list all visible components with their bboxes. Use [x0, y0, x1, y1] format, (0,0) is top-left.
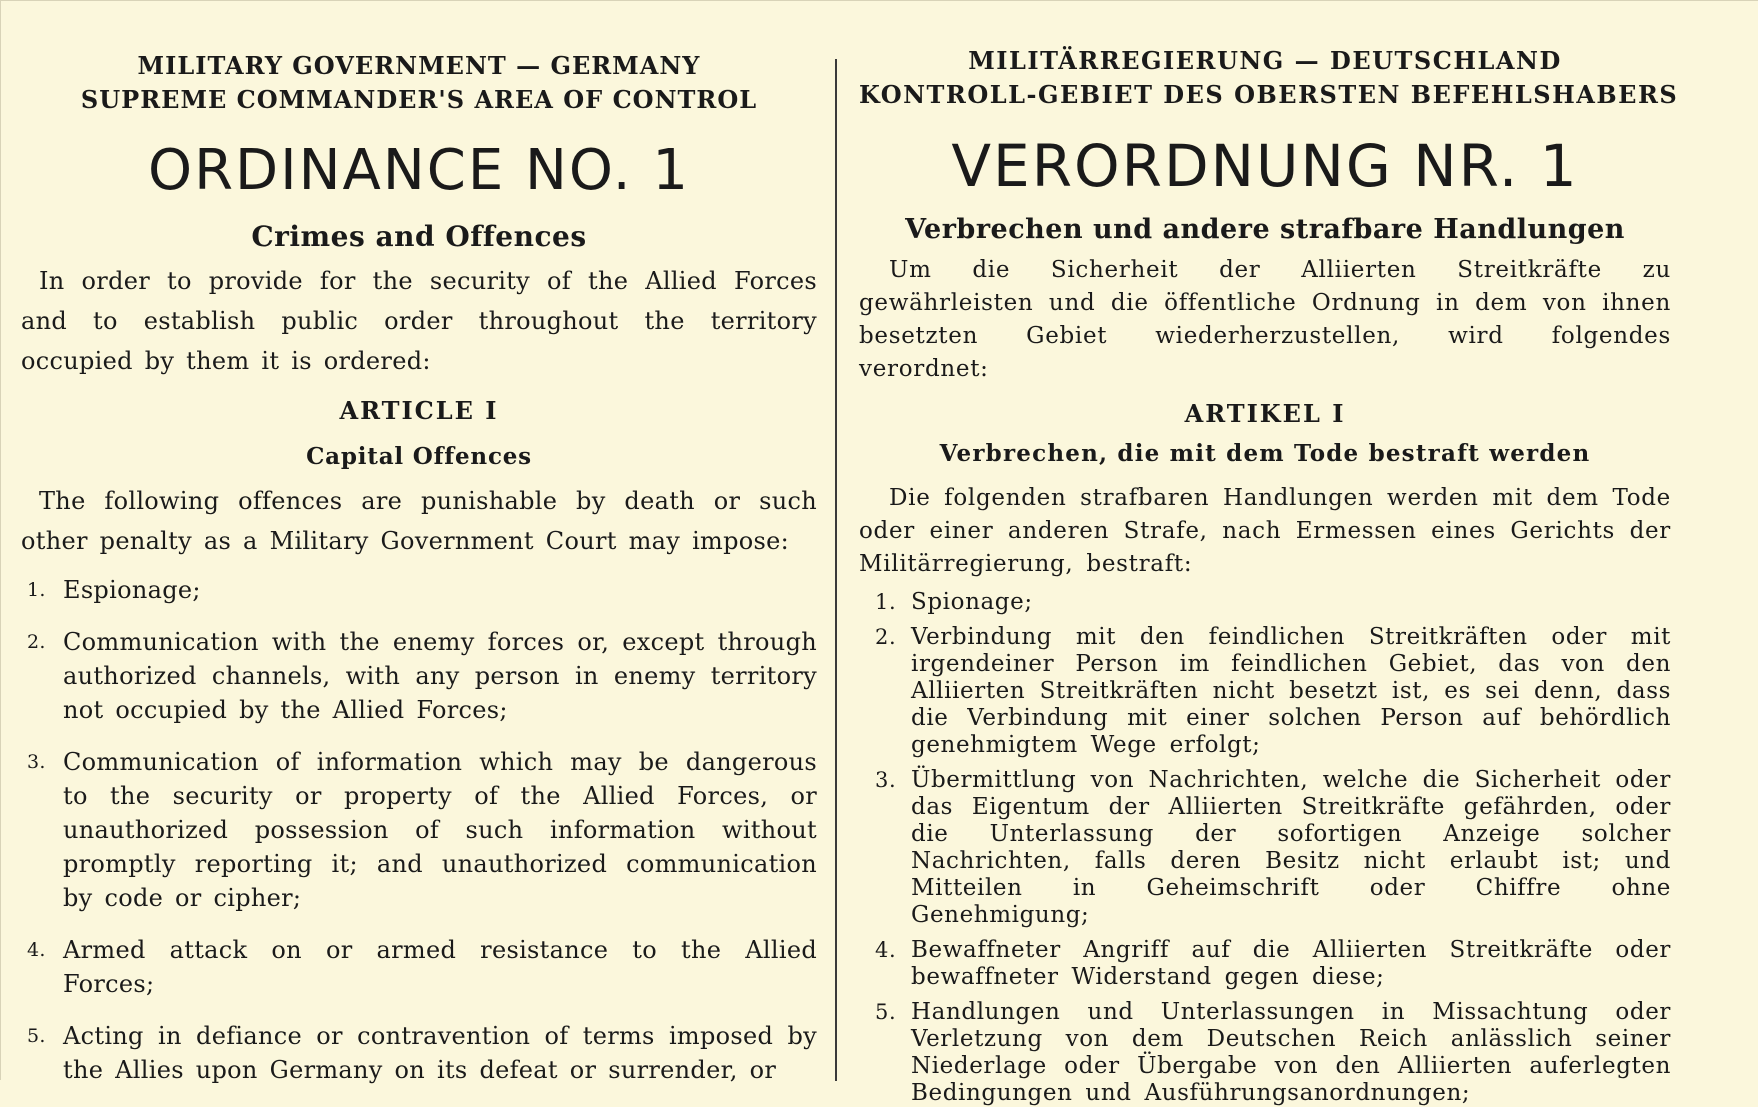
german-offence-item [859, 937, 1671, 991]
german-header-line-1: MILITÄRREGIERUNG — DEUTSCHLAND [968, 46, 1562, 75]
item-text: Communication with the enemy forces or, except through authorized channels, with any person in enemy territory not occupied by the Allied Forces; [63, 628, 817, 724]
item-number: 4. [27, 939, 46, 961]
german-column [859, 1, 1679, 1106]
item-number: 4. [875, 938, 897, 962]
german-intro: Um die Sicherheit der Alliierten Streitkräfte zu gewährleisten und die öffentliche Ordnung in dem von ihnen besetzten Gebiet wiederherzustellen, wird folgendes verordnet: [859, 257, 1671, 382]
item-number: 5. [875, 1000, 897, 1024]
english-offence-list [21, 573, 817, 1087]
english-column [21, 1, 817, 1084]
english-header-line-2: SUPREME COMMANDER'S AREA OF CONTROL [80, 85, 758, 114]
item-text: Acting in defiance or contravention of terms imposed by the Allies upon Germany on its defeat or surrender, or [63, 1022, 817, 1084]
english-offence-item [21, 933, 817, 1001]
english-subtitle: Crimes and Offences [251, 220, 587, 253]
item-text: Spionage; [911, 589, 1033, 615]
item-number: 3. [875, 768, 897, 792]
column-divider [835, 59, 837, 1081]
item-number: 2. [27, 631, 46, 653]
english-article-heading: Capital Offences [306, 443, 532, 470]
item-number: 3. [27, 751, 46, 773]
english-title: ORDINANCE NO. 1 [148, 138, 690, 203]
item-number: 1. [27, 579, 46, 601]
item-text: Handlungen und Unterlassungen in Missachtung oder Verletzung von dem Deutschen Reich anlässlich seiner Niederlage oder Übergabe von den Alliierten auferlegten Bedingungen und Ausführungsanordnungen; [911, 999, 1671, 1106]
german-header-line-2: KONTROLL-GEBIET DES OBERSTEN BEFEHLSHABERS [859, 80, 1679, 109]
item-number: 5. [27, 1025, 46, 1047]
item-text: Communication of information which may be dangerous to the security or property of the Allied Forces, or unauthorized possession of such information without promptly reporting it; and unauthorized communication by code or cipher; [63, 748, 817, 912]
english-offence-item [21, 745, 817, 915]
german-offence-item [859, 624, 1671, 759]
german-article-intro: Die folgenden strafbaren Handlungen werden mit dem Tode oder einer anderen Strafe, nach Ermessen eines Gerichts der Militärregierung, bestraft: [859, 485, 1671, 577]
german-offence-item [859, 999, 1671, 1107]
english-intro: In order to provide for the security of the Allied Forces and to establish public order throughout the territory occupied by them it is ordered: [21, 267, 817, 375]
item-text: Bewaffneter Angriff auf die Alliierten Streitkräfte oder bewaffneter Widerstand gegen diese; [911, 937, 1671, 990]
english-header-line-1: MILITARY GOVERNMENT — GERMANY [137, 51, 701, 80]
english-offence-item [21, 1019, 817, 1087]
english-article-label: ARTICLE I [339, 396, 499, 425]
german-offence-item [859, 767, 1671, 929]
german-subtitle: Verbrechen und andere strafbare Handlungen [905, 214, 1625, 245]
english-article-intro: The following offences are punishable by death or such other penalty as a Military Government Court may impose: [21, 487, 817, 555]
item-text: Verbindung mit den feindlichen Streitkräften oder mit irgendeiner Person im feindlichen Gebiet, das von den Alliierten Streitkräften nicht besetzt ist, es sei denn, dass die Verbindung mit einer solchen Person auf behördlich genehmigtem Wege erfolgt; [911, 624, 1671, 758]
item-number: 2. [875, 625, 897, 649]
item-text: Übermittlung von Nachrichten, welche die Sicherheit oder das Eigentum der Alliierten Streitkräfte gefährden, oder die Unterlassung der sofortigen Anzeige solcher Nachrichten, falls deren Besitz nicht erlaubt ist; und Mitteilen in Geheimschrift oder Chiffre ohne Genehmigung; [911, 767, 1671, 928]
german-title: VERORDNUNG NR. 1 [951, 132, 1579, 200]
german-offence-item [859, 589, 1671, 616]
english-offence-item [21, 625, 817, 727]
english-offence-item [21, 573, 817, 607]
german-article-label: ARTIKEL I [1184, 399, 1346, 428]
item-text: Espionage; [63, 576, 201, 604]
item-text: Armed attack on or armed resistance to the Allied Forces; [63, 936, 817, 998]
german-article-heading: Verbrechen, die mit dem Tode bestraft werden [939, 440, 1591, 467]
item-number: 1. [875, 590, 897, 614]
german-offence-list [859, 589, 1671, 1107]
